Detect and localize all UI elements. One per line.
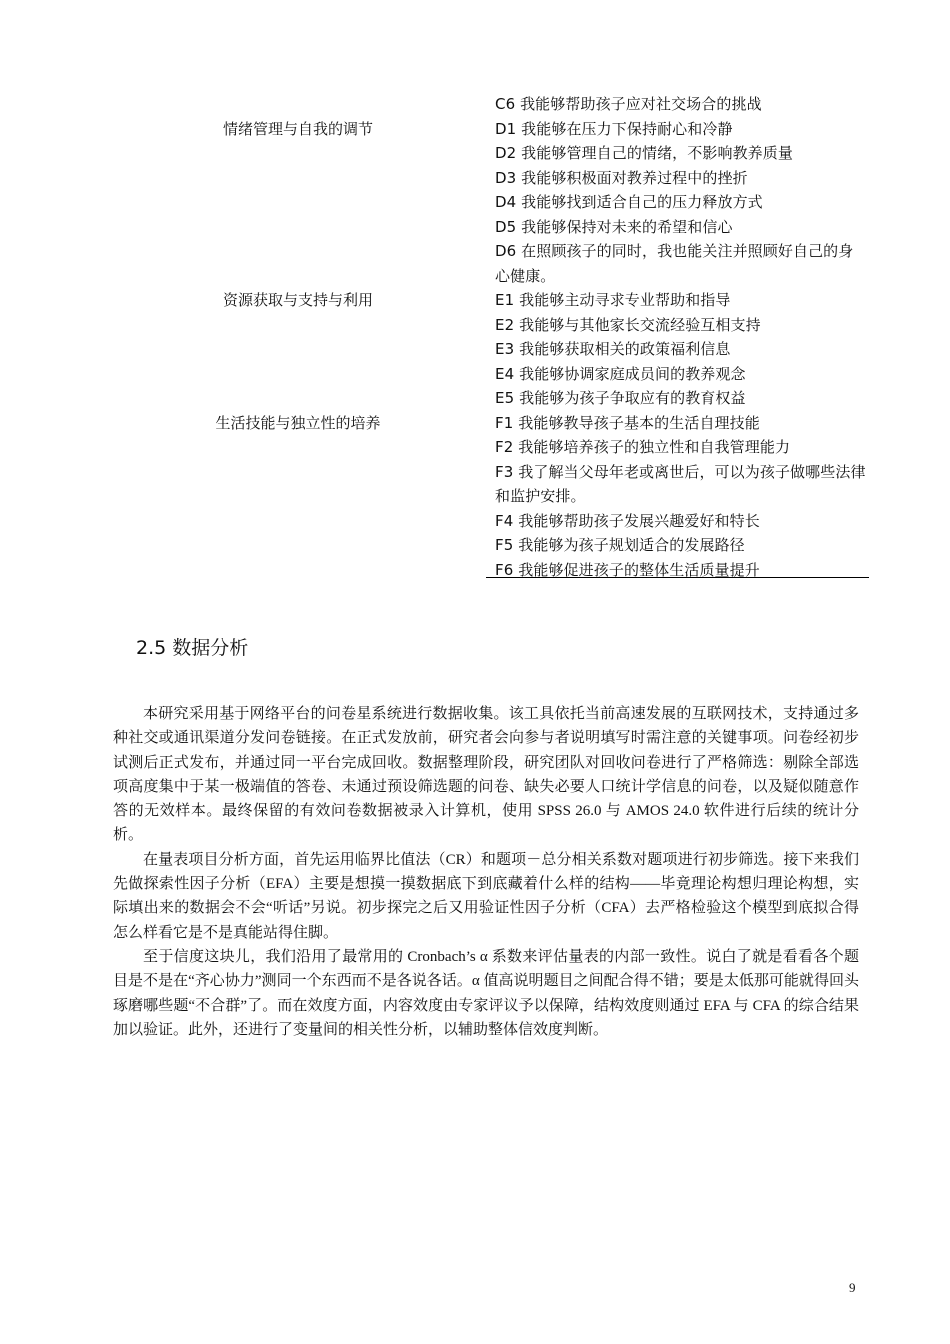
list-item: D3 我能够积极面对教养过程中的挫折	[495, 168, 748, 187]
item-list	[495, 117, 867, 289]
dimension-label: 资源获取与支持与利用	[222, 291, 373, 309]
list-item: E4 我能够协调家庭成员间的教养观念	[495, 364, 746, 383]
paragraph: 本研究采用基于网络平台的问卷星系统进行数据收集。该工具依托当前高速发展的互联网技术，支持通过多种社交或通讯渠道分发问卷链接。在正式发放前，研究者会向参与者说明填写时需注意的关键事项。问卷经初步试测后正式发布，并通过同一平台完成回收。数据整理阶段，研究团队对回收问卷进行了严格筛选：剔除全部选项高度集中于某一极端值的答卷、未通过预设筛选题的问卷、缺失必要人口统计学信息的问卷，以及疑似随意作答的无效样本。最终保留的有效问卷数据被录入计算机，使用 SPSS 26.0 与 AMOS 24.0 软件进行后续的统计分析。	[113, 706, 859, 844]
scale-items-table	[113, 92, 869, 582]
list-item: E3 我能够获取相关的政策福利信息	[495, 340, 731, 358]
list-item: F5 我能够为孩子规划适合的发展路径	[495, 536, 745, 554]
table-row	[113, 117, 869, 289]
page-number: 9	[849, 1280, 856, 1295]
item-list	[495, 411, 867, 583]
list-item: F2 我能够培养孩子的独立性和自我管理能力	[495, 438, 791, 456]
list-item: D5 我能够保持对未来的希望和信心	[495, 217, 733, 236]
dimension-label: 生活技能与独立性的培养	[215, 413, 381, 432]
list-item: E5 我能够为孩子争取应有的教育权益	[495, 389, 746, 407]
list-item: D6 在照顾孩子的同时，我也能关注并照顾好自己的身心健康。	[495, 242, 854, 285]
dimension-label: 情绪管理与自我的调节	[222, 119, 373, 138]
section-heading: 2.5 数据分析	[136, 637, 249, 659]
table-row	[113, 92, 869, 117]
table-row	[113, 411, 869, 583]
table-row	[113, 288, 869, 411]
list-item: C6 我能够帮助孩子应对社交场合的挑战	[495, 95, 762, 113]
list-item: F6 我能够促进孩子的整体生活质量提升	[495, 560, 760, 579]
item-list	[495, 92, 867, 117]
list-item: F4 我能够帮助孩子发展兴趣爱好和特长	[495, 511, 760, 530]
list-item: D4 我能够找到适合自己的压力释放方式	[495, 193, 763, 211]
list-item: E1 我能够主动寻求专业帮助和指导	[495, 291, 731, 309]
list-item: D2 我能够管理自己的情绪，不影响教养质量	[495, 144, 793, 162]
item-list	[495, 288, 867, 411]
body-text	[113, 702, 859, 1042]
paragraph: 至于信度这块儿，我们沿用了最常用的 Cronbach’s α 系数来评估量表的内部一致性。说白了就是看看各个题目是不是在“齐心协力”测同一个东西而不是各说各话。α 值高说明题目之间配合得不错；要是太低那可能就得回头琢磨哪些题“不合群”了。而在效度方面，内容效度由专家评议予以保障，结构效度则通过 EFA 与 CFA 的综合结果加以验证。此外，还进行了变量间的相关性分析，以辅助整体信效度判断。	[113, 948, 859, 1038]
list-item: F3 我了解当父母年老或离世后，可以为孩子做哪些法律和监护安排。	[495, 462, 866, 505]
paragraph: 在量表项目分析方面，首先运用临界比值法（CR）和题项－总分相关系数对题项进行初步筛选。接下来我们先做探索性因子分析（EFA）主要是想摸一摸数据底下到底藏着什么样的结构——毕竟理论构想归理论构想，实际填出来的数据会不会“听话”另说。初步探完之后又用验证性因子分析（CFA）去严格检验这个模型到底拟合得怎么样看它是不是真能站得住脚。	[113, 851, 859, 941]
list-item: E2 我能够与其他家长交流经验互相支持	[495, 315, 761, 334]
list-item: F1 我能够教导孩子基本的生活自理技能	[495, 413, 760, 432]
list-item: D1 我能够在压力下保持耐心和冷静	[495, 119, 733, 138]
table-bottom-rule	[486, 577, 869, 578]
